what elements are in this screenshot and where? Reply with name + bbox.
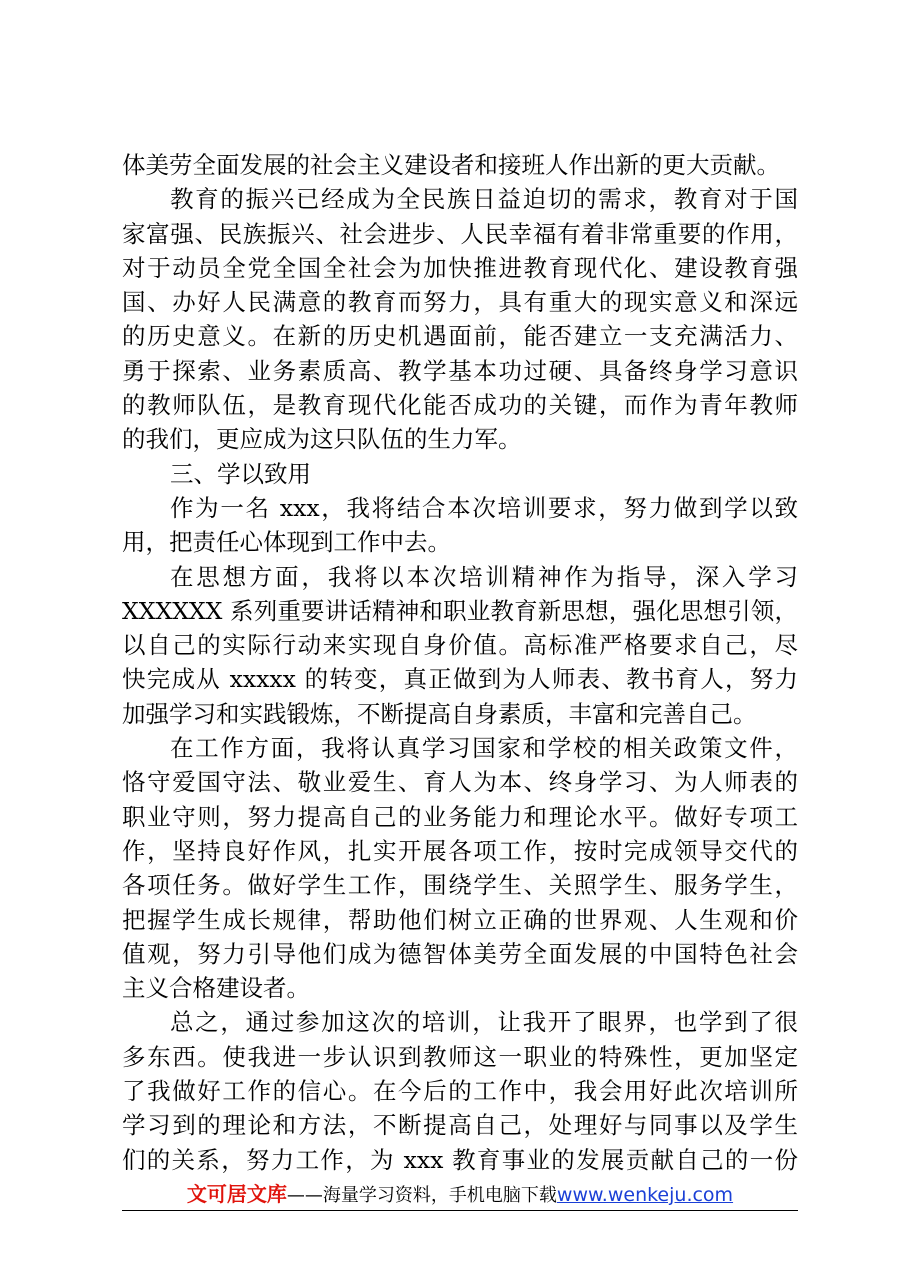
- text-line: 的教师队伍，是教育现代化能否成功的关键，而作为青年教师: [122, 391, 798, 420]
- text-line: 们的关系，努力工作，为 xxx 教育事业的发展贡献自己的一份: [122, 1145, 798, 1174]
- text-line: 对于动员全党全国全社会为加快推进教育现代化、建设教育强: [122, 253, 798, 282]
- footer-divider: [122, 1210, 798, 1211]
- text-line: 恪守爱国守法、敬业爱生、育人为本、终身学习、为人师表的: [122, 768, 798, 797]
- page-footer: [122, 1174, 798, 1214]
- text-line: 主义合格建设者。: [122, 974, 310, 1003]
- text-line: 用，把责任心体现到工作中去。: [122, 528, 451, 557]
- text-line: 多东西。使我进一步认识到教师这一职业的特殊性，更加坚定: [122, 1042, 798, 1071]
- section-heading: 三、学以致用: [170, 459, 311, 488]
- text-line: 以自己的实际行动来实现自身价值。高标准严格要求自己，尽: [122, 631, 798, 660]
- text-line: XXXXXX 系列重要讲话精神和职业教育新思想，强化思想引领，: [122, 596, 798, 625]
- text-line: 总之，通过参加这次的培训，让我开了眼界，也学到了很: [170, 1008, 798, 1037]
- text-line: 在工作方面，我将认真学习国家和学校的相关政策文件，: [170, 734, 798, 763]
- footer-tagline: ——海量学习资料，手机电脑下载: [286, 1185, 557, 1206]
- footer-brand: 文可居文库: [186, 1182, 287, 1206]
- text-line: 在思想方面，我将以本次培训精神作为指导，深入学习: [170, 562, 798, 591]
- text-line: 加强学习和实践锻炼，不断提高自身素质，丰富和完善自己。: [122, 699, 757, 728]
- text-line: 的我们，更应成为这只队伍的生力军。: [122, 425, 522, 454]
- text-line: 把握学生成长规律，帮助他们树立正确的世界观、人生观和价: [122, 905, 798, 934]
- text-line: 作为一名 xxx，我将结合本次培训要求，努力做到学以致: [170, 493, 798, 522]
- text-line: 教育的振兴已经成为全民族日益迫切的需求，教育对于国: [170, 185, 798, 214]
- text-line: 作，坚持良好作风，扎实开展各项工作，按时完成领导交代的: [122, 836, 798, 865]
- text-line: 各项任务。做好学生工作，围绕学生、关照学生、服务学生，: [122, 871, 798, 900]
- text-line: 的历史意义。在新的历史机遇面前，能否建立一支充满活力、: [122, 322, 798, 351]
- text-line: 值观，努力引导他们成为德智体美劳全面发展的中国特色社会: [122, 939, 798, 968]
- footer-url-link[interactable]: www.wenkeju.com: [556, 1184, 734, 1206]
- text-line: 快完成从 xxxxx 的转变，真正做到为人师表、教书育人，努力: [122, 665, 798, 694]
- text-line: 国、办好人民满意的教育而努力，具有重大的现实意义和深远: [122, 288, 798, 317]
- text-line: 了我做好工作的信心。在今后的工作中，我会用好此次培训所: [122, 1077, 798, 1106]
- text-line: 学习到的理论和方法，不断提高自己，处理好与同事以及学生: [122, 1111, 798, 1140]
- text-line: 职业守则，努力提高自己的业务能力和理论水平。做好专项工: [122, 802, 798, 831]
- text-line: 体美劳全面发展的社会主义建设者和接班人作出新的更大贡献。: [122, 151, 780, 179]
- document-body: [122, 148, 798, 1177]
- text-line: 勇于探索、业务素质高、教学基本功过硬、具备终身学习意识: [122, 356, 798, 385]
- text-line: 家富强、民族振兴、社会进步、人民幸福有着非常重要的作用，: [122, 219, 798, 248]
